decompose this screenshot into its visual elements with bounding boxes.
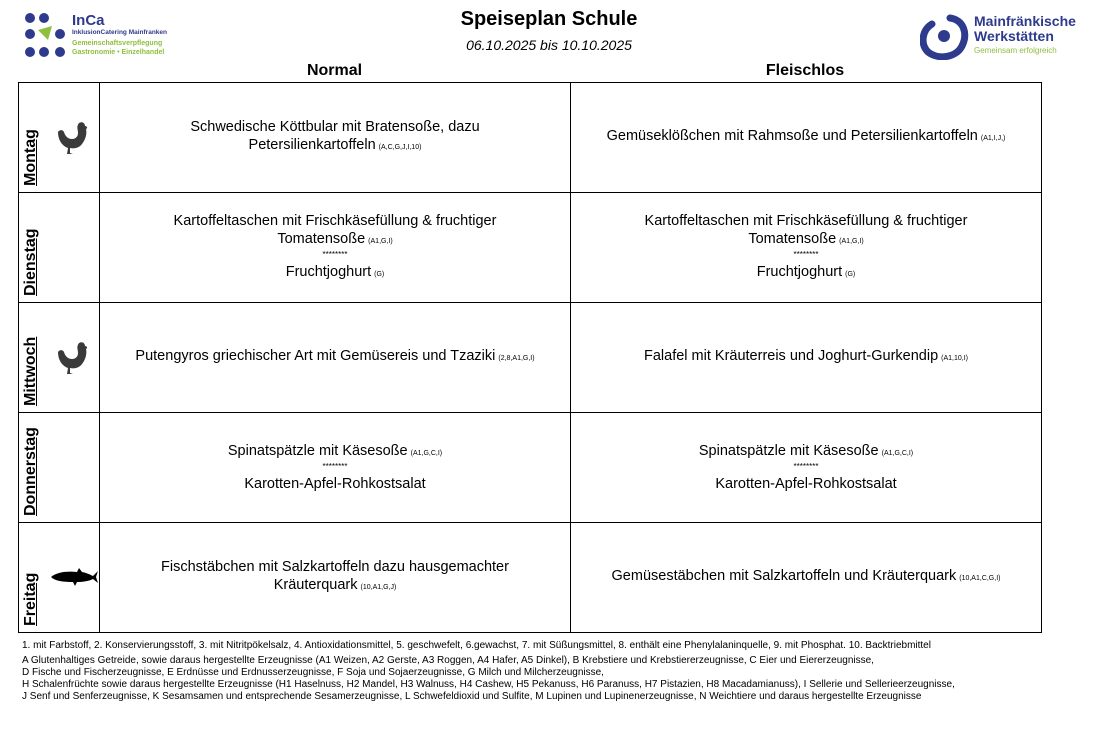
meal-text — [274, 576, 397, 597]
mainfraenkische-werkstaetten-logo — [920, 12, 1090, 62]
meal-text — [607, 127, 1006, 148]
menu-row-mittwoch — [19, 303, 1042, 413]
footer-legend — [22, 640, 1092, 703]
side-dish-text: Karotten-Apfel-Rohkostsalat — [715, 476, 897, 492]
side-dish-text: Karotten-Apfel-Rohkostsalat — [244, 476, 426, 492]
allergen-codes: (2,8,A1,G,I) — [498, 355, 535, 362]
meal-text-line: Gemüsestäbchen mit Salzkartoffeln und Kräuterquark — [611, 568, 957, 584]
meal-text — [190, 118, 479, 136]
allergen-codes: (10,A1,C,G,I) — [959, 575, 1001, 582]
meal-text-line: Spinatspätzle mit Käsesoße — [698, 443, 879, 459]
day-cell — [19, 303, 100, 412]
meal-text — [748, 230, 863, 251]
meal-text — [161, 558, 509, 576]
meal-text — [612, 567, 1001, 588]
meal-text — [699, 442, 913, 463]
allergen-codes: (G) — [374, 270, 385, 278]
meal-cell-fleischlos — [571, 193, 1042, 302]
meal-text — [228, 442, 442, 463]
meal-text — [135, 347, 534, 368]
allergen-legend-line: H Schalenfrüchte sowie daraus hergestellte Erzeugnisse (H1 Haselnuss, H2 Mandel, H3 Walnuss, H4 Cashew, H5 Pekanuss, H6 Paranuss, H7 Pistazien, H8 Macadamianuss), I Sellerie und Sellerieerzeugnisse, — [22, 679, 955, 690]
werkstaetten-slogan: Gemeinsam erfolgreich — [974, 46, 1057, 55]
side-dish-text: Fruchtjoghurt — [285, 263, 372, 280]
menu-row-freitag — [19, 523, 1042, 633]
meal-cell-normal — [100, 193, 571, 302]
allergen-legend-line: J Senf und Senferzeugnisse, K Sesamsamen und entsprechende Sesamerzeugnisse, L Schwefeldioxid und Sulfite, M Lupinen und Lupinenerzeugnisse, N Weichtiere und daraus hergestellte Erzeugnisse — [22, 691, 922, 702]
side-dish — [286, 263, 385, 284]
meal-text — [174, 212, 497, 230]
meal-cell-normal — [100, 303, 571, 412]
side-dish — [244, 475, 425, 493]
allergen-codes: (A,C,G,J,I,10) — [378, 144, 422, 151]
day-cell — [19, 413, 100, 522]
meal-text-line: Falafel mit Kräuterreis und Joghurt-Gurkendip — [643, 348, 939, 364]
course-separator: ******** — [793, 249, 819, 259]
meal-cell-fleischlos — [571, 303, 1042, 412]
menu-row-montag — [19, 83, 1042, 193]
meal-text — [249, 136, 422, 157]
werkstaetten-name-1: Mainfränkische — [974, 13, 1076, 29]
inca-subline: InklusionCatering Mainfranken — [72, 29, 167, 36]
additives-legend: 1. mit Farbstoff, 2. Konservierungsstoff, 3. mit Nitritpökelsalz, 4. Antioxidationsmittel, 5. geschwefelt, 6.gewachst, 7. mit Süßungsmittel, 8. enthält eine Phenylalaninquelle, 9. mit Phosphat. 10. Backtriebmittel — [22, 640, 931, 651]
allergen-codes: (A1,10,I) — [941, 355, 969, 362]
page-title: Speiseplan Schule — [460, 8, 638, 30]
werkstaetten-logo-mark-icon — [920, 14, 970, 60]
meal-cell-normal — [100, 523, 571, 632]
menu-row-dienstag — [19, 193, 1042, 303]
allergen-codes: (A1,I,J,) — [980, 135, 1006, 142]
meal-text-line: Kartoffeltaschen mit Frischkäsefüllung & fruchtiger — [644, 212, 968, 229]
meal-text-line: Gemüseklößchen mit Rahmsoße und Petersilienkartoffeln — [606, 128, 978, 144]
meal-text — [644, 347, 968, 368]
allergen-codes: (A1,G,I) — [839, 237, 864, 245]
date-range: 06.10.2025 bis 10.10.2025 — [466, 37, 632, 53]
side-dish — [715, 475, 896, 493]
fish-icon — [49, 567, 99, 587]
meal-text-line: Spinatspätzle mit Käsesoße — [227, 443, 408, 459]
meal-cell-normal — [100, 83, 571, 192]
meal-cell-fleischlos — [571, 523, 1042, 632]
meal-cell-fleischlos — [571, 83, 1042, 192]
meal-text-line: Kartoffeltaschen mit Frischkäsefüllung & fruchtiger — [173, 212, 497, 229]
meal-text — [645, 212, 968, 230]
day-cell — [19, 193, 100, 302]
allergen-codes: (A1,G,C,I) — [410, 450, 443, 457]
meal-text-line: Putengyros griechischer Art mit Gemüsereis und Tzaziki — [135, 348, 496, 364]
day-name: Montag — [22, 129, 39, 186]
allergen-codes: (A1,G,C,I) — [881, 450, 914, 457]
course-separator: ******** — [322, 462, 348, 471]
meal-text-line: Fischstäbchen mit Salzkartoffeln dazu hausgemachter — [161, 559, 509, 575]
meal-text — [277, 230, 392, 251]
allergen-legend-line: D Fische und Fischerzeugnisse, E Erdnüsse und Erdnusserzeugnisse, F Soja und Sojaerzeugnisse, G Milch und Milcherzeugnisse, — [22, 667, 604, 678]
meal-text-line: Tomatensoße — [748, 230, 837, 247]
meal-text-line: Tomatensoße — [277, 230, 366, 247]
column-header-normal: Normal — [306, 62, 363, 79]
meal-text-line: Schwedische Köttbular mit Bratensoße, dazu — [190, 119, 480, 135]
side-dish — [757, 263, 856, 284]
menu-table — [18, 82, 1042, 633]
course-separator: ******** — [793, 462, 819, 471]
meal-text-line: Petersilienkartoffeln — [248, 137, 376, 153]
column-header-fleischlos: Fleischlos — [765, 62, 845, 79]
allergen-codes: (A1,G,I) — [368, 237, 393, 245]
werkstaetten-name-2: Werkstätten — [974, 28, 1054, 44]
allergen-legend-line: A Glutenhaltiges Getreide, sowie daraus hergestellte Erzeugnisse (A1 Weizen, A2 Gerste, A3 Roggen, A4 Hafer, A5 Dinkel), B Krebstiere und Krebstiererzeugnisse, C Eier und Eiererzeugnisse, — [22, 655, 874, 666]
side-dish-text: Fruchtjoghurt — [756, 263, 843, 280]
allergen-codes: (10,A1,G,J) — [360, 584, 397, 591]
day-name: Mittwoch — [22, 336, 39, 406]
allergen-codes: (G) — [845, 270, 856, 278]
day-name: Dienstag — [22, 228, 39, 296]
day-name: Freitag — [22, 572, 39, 626]
chicken-icon — [53, 337, 95, 379]
meal-text-line: Kräuterquark — [273, 577, 358, 593]
inca-tagline-2: Gastronomie • Einzelhandel — [72, 49, 165, 56]
chicken-icon — [53, 117, 95, 159]
menu-row-donnerstag — [19, 413, 1042, 523]
inca-brand: InCa — [72, 12, 105, 29]
day-cell — [19, 523, 100, 632]
course-separator: ******** — [322, 249, 348, 259]
day-name: Donnerstag — [22, 427, 39, 516]
meal-cell-fleischlos — [571, 413, 1042, 522]
inca-tagline-1: Gemeinschaftsverpflegung — [72, 40, 163, 47]
day-cell — [19, 83, 100, 192]
meal-cell-normal — [100, 413, 571, 522]
